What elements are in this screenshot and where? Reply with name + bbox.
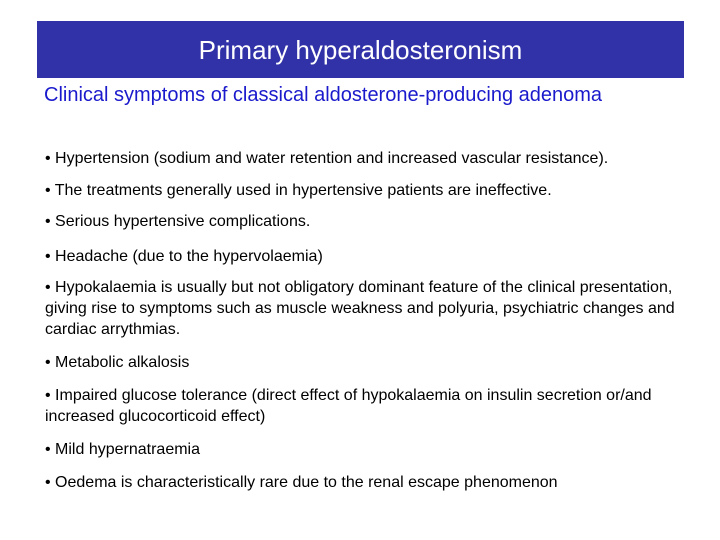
bullet-hypertension: • Hypertension (sodium and water retention and increased vascular resistance). xyxy=(45,150,609,167)
slide-subtitle: Clinical symptoms of classical aldosterone-producing adenoma xyxy=(44,84,603,106)
slide-title: Primary hyperaldosteronism xyxy=(198,35,523,65)
bullet-headache: • Headache (due to the hypervolaemia) xyxy=(45,248,323,265)
bullet-hypernatraemia: • Mild hypernatraemia xyxy=(45,441,200,458)
bullet-hypokalaemia: • Hypokalaemia is usually but not obligatory dominant feature of the clinical presentation, giving rise to symptoms such as muscle weakness and polyuria, psychiatric changes and cardiac arrythmias. xyxy=(45,279,675,338)
bullet-treatments: • The treatments generally used in hypertensive patients are ineffective. xyxy=(45,182,552,199)
bullet-glucose: • Impaired glucose tolerance (direct effect of hypokalaemia on insulin secretion or/and increased glucocorticoid effect) xyxy=(45,387,652,425)
bullet-oedema: • Oedema is characteristically rare due to the renal escape phenomenon xyxy=(45,474,558,491)
title-bar xyxy=(37,21,684,78)
bullet-complications: • Serious hypertensive complications. xyxy=(45,213,311,230)
bullet-alkalosis: • Metabolic alkalosis xyxy=(45,354,190,371)
